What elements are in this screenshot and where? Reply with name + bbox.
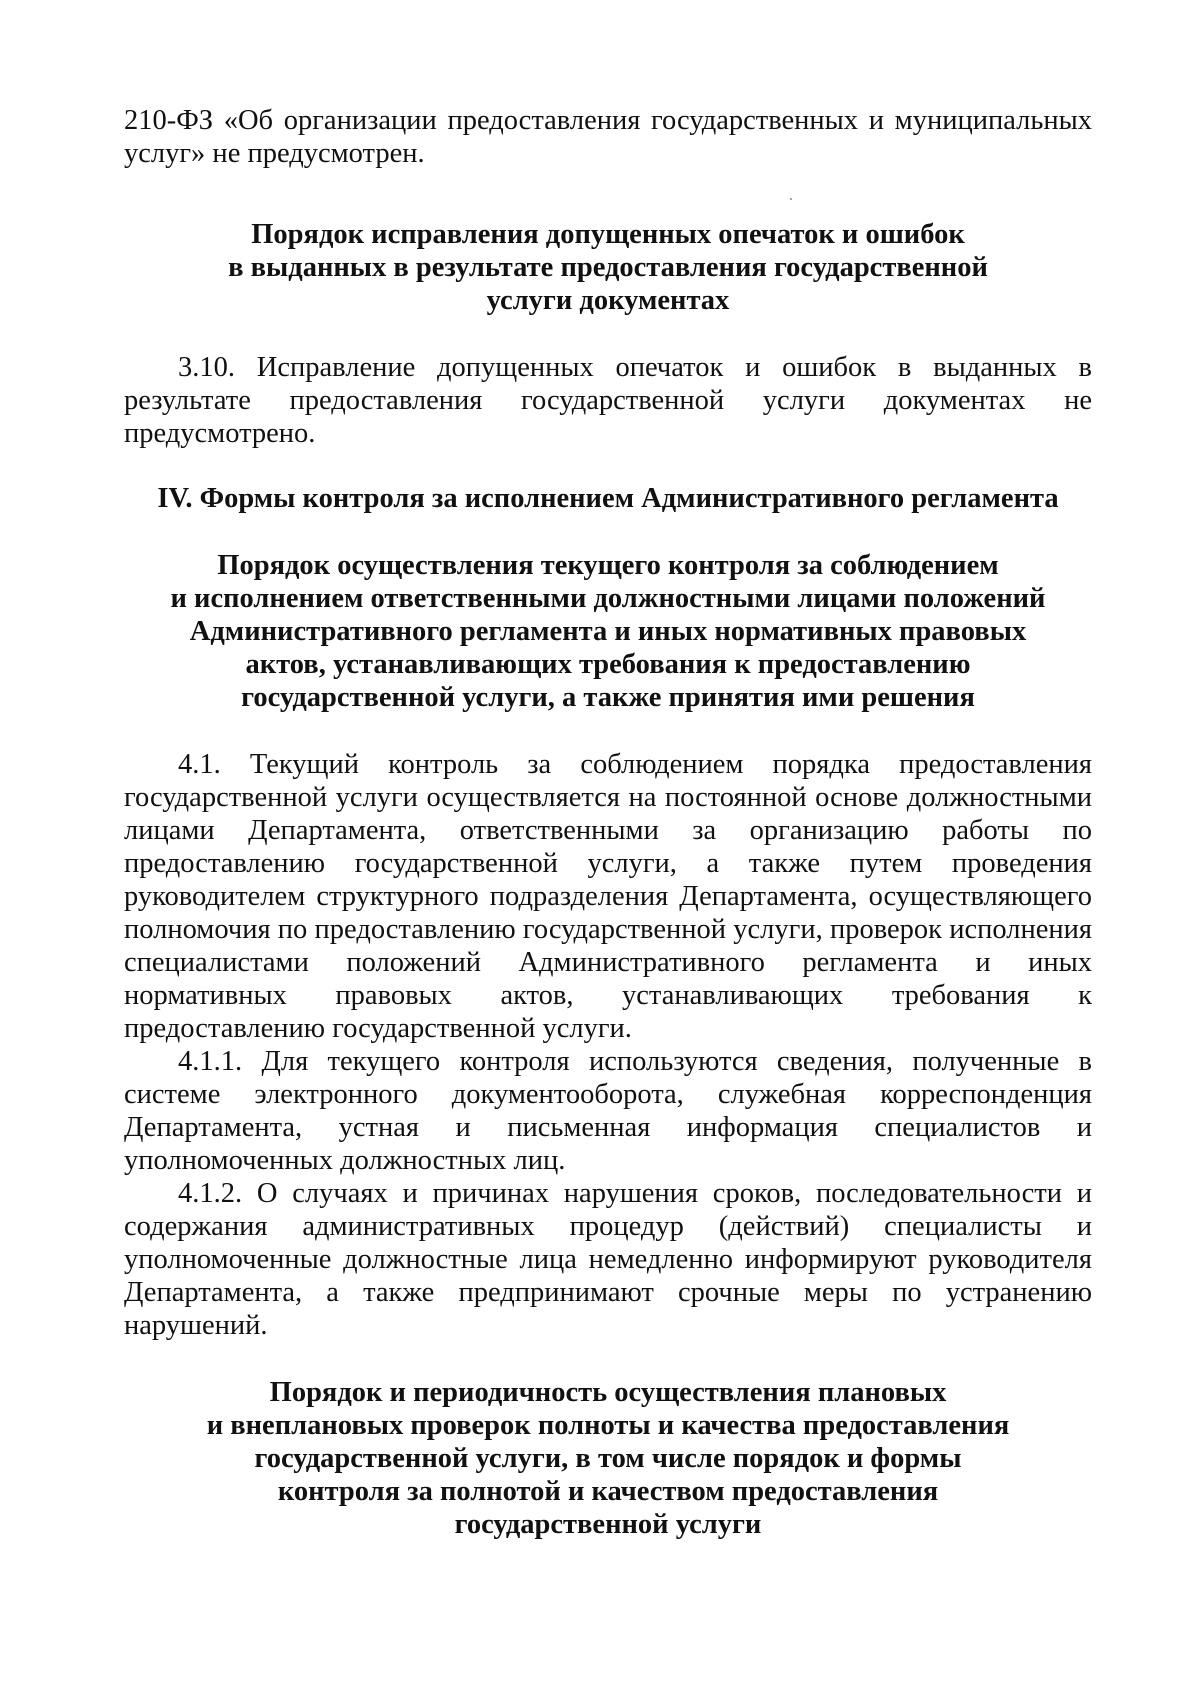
intro-paragraph: 210-ФЗ «Об организации предоставления государственных и муниципальных услуг» не предусмотрен. — [124, 105, 1092, 169]
heading-current-control — [124, 549, 1092, 714]
paragraph-4-1: 4.1. Текущий контроль за соблюдением порядка предоставления государственной услуги осуществляется на постоянной основе должностными лицами Департамента, ответственными за организацию работы по предоставлению государственной услуги, а также путем проведения руководителем структурного подразделения Департамента, осуществляющего полномочия по предоставлению государственной услуги, проверок исполнения специалистами положений Административного регламента и иных нормативных правовых актов, устанавливающих требования к предоставлению государственной услуги. — [124, 749, 1092, 1044]
heading-inspections-line: государственной услуги, в том числе порядок и формы — [254, 1443, 962, 1474]
heading-inspections-line: контроля за полнотой и качеством предоставления — [277, 1476, 939, 1507]
paragraph-4-1-1: 4.1.1. Для текущего контроля используются сведения, полученные в системе электронного документооборота, служебная корреспонденция Департамента, устная и письменная информация специалистов и уполномоченных должностных лиц. — [124, 1046, 1092, 1176]
scan-speck — [790, 198, 792, 200]
heading-current-control-line: Административного регламента и иных нормативных правовых — [189, 616, 1027, 647]
heading-inspections-line: и внеплановых проверок полноты и качества предоставления — [206, 1410, 1010, 1441]
section-iv-title: IV. Формы контроля за исполнением Административного регламента — [157, 483, 1059, 514]
heading-corrections-line: услуги документах — [486, 285, 730, 316]
heading-current-control-line: Порядок осуществления текущего контроля за соблюдением — [217, 550, 999, 581]
heading-corrections-line: Порядок исправления допущенных опечаток и ошибок — [251, 219, 965, 250]
heading-inspections-line: Порядок и периодичность осуществления плановых — [269, 1377, 947, 1408]
heading-corrections-line: в выданных в результате предоставления государственной — [228, 252, 988, 283]
heading-inspections-line: государственной услуги — [454, 1509, 762, 1540]
heading-inspections — [124, 1376, 1092, 1541]
paragraph-4-1-2: 4.1.2. О случаях и причинах нарушения сроков, последовательности и содержания административных процедур (действий) специалисты и уполномоченные должностные лица немедленно информируют руководителя Департамента, а также предпринимают срочные меры по устранению нарушений. — [124, 1178, 1092, 1341]
heading-current-control-line: и исполнением ответственными должностными лицами положений — [170, 583, 1046, 614]
heading-current-control-line: актов, устанавливающих требования к предоставлению — [245, 649, 971, 680]
heading-current-control-line: государственной услуги, а также принятия ими решения — [241, 682, 975, 713]
paragraph-3-10: 3.10. Исправление допущенных опечаток и ошибок в выданных в результате предоставления государственной услуги документах не предусмотрено. — [124, 352, 1092, 449]
heading-corrections — [124, 218, 1092, 317]
